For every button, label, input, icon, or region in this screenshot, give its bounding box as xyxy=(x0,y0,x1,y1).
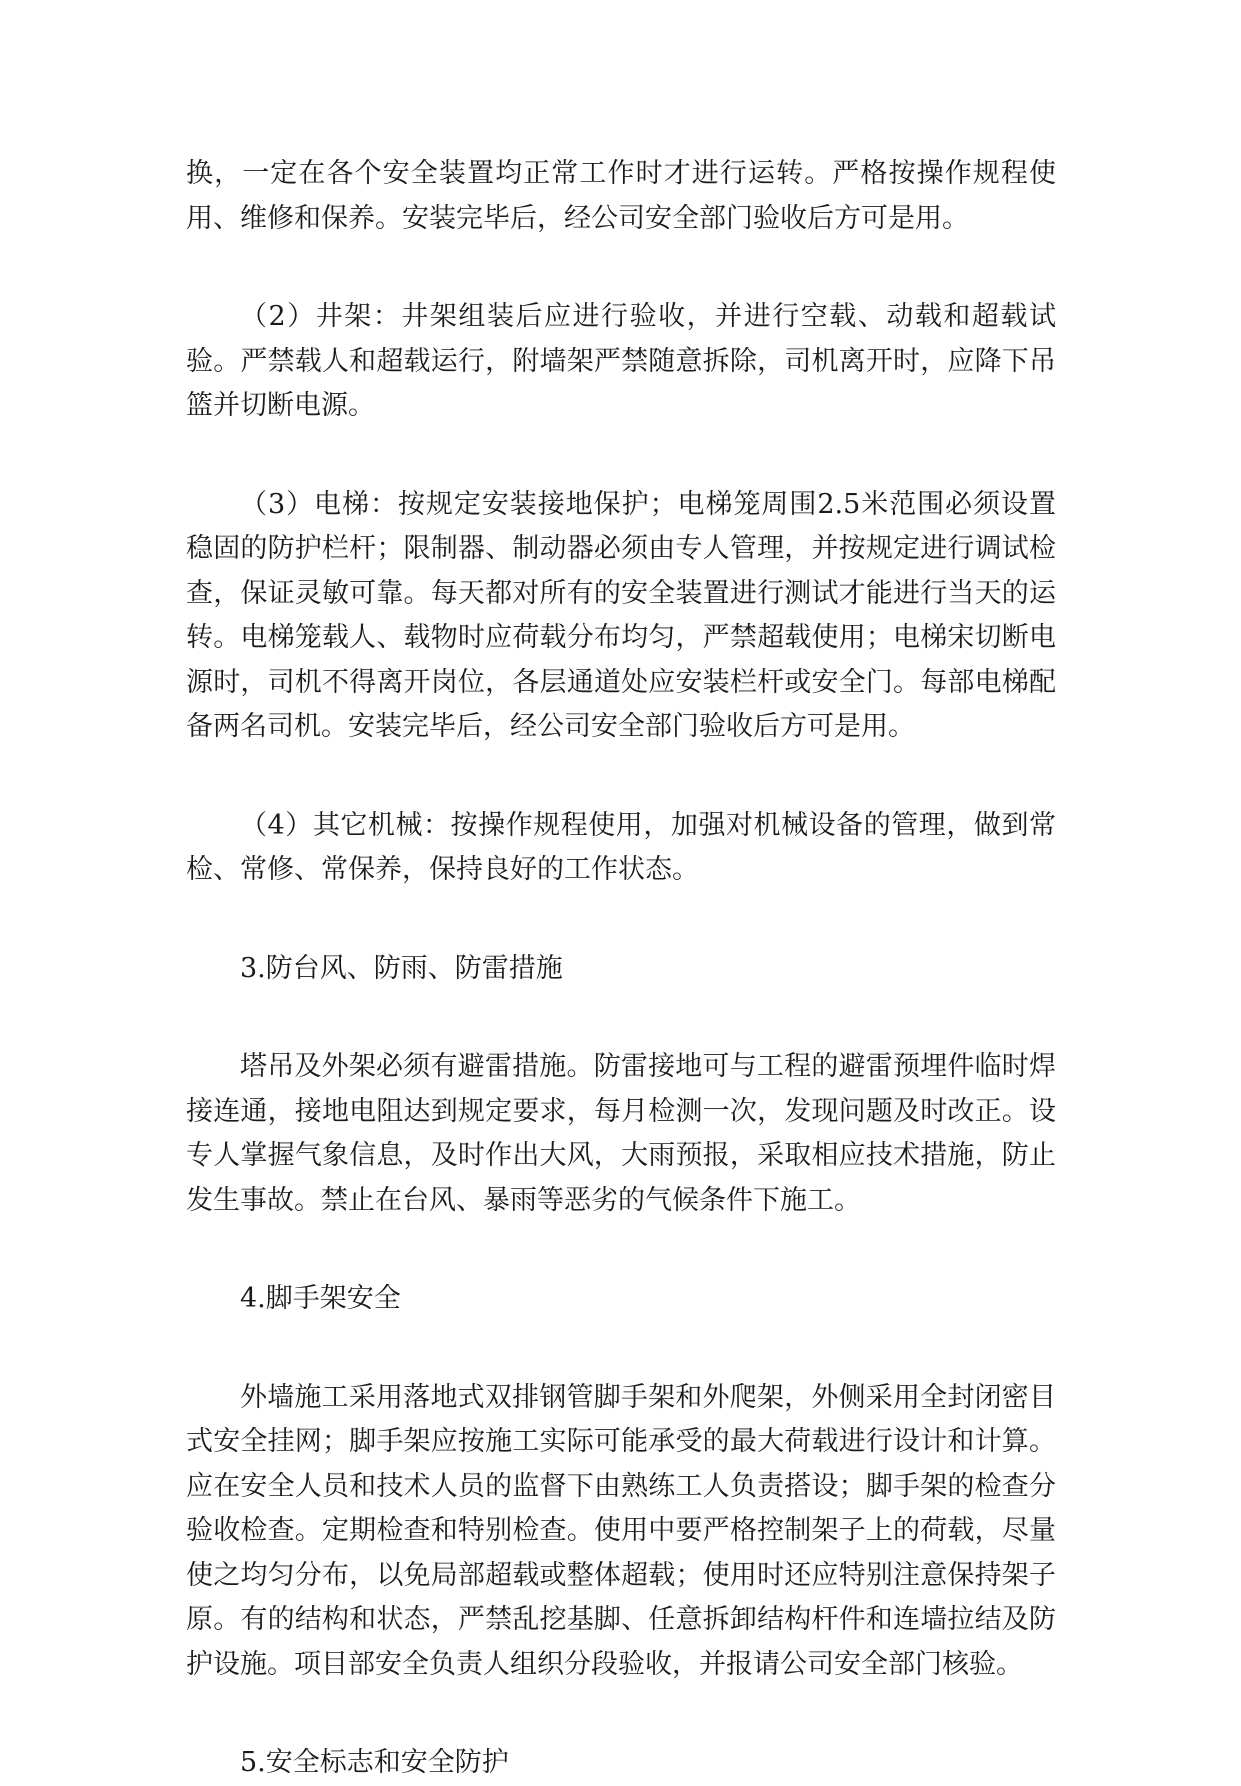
section-heading-scaffold-safety: 4.脚手架安全 xyxy=(240,1283,401,1314)
document-body xyxy=(186,152,1056,1786)
paragraph-derrick: （2）井架：井架组装后应进行验收，并进行空载、动载和超载试验。严禁载人和超载运行，附墙架严禁随意拆除，司机离开时，应降下吊篮并切断电源。 xyxy=(186,301,1056,421)
section-heading-typhoon-rain-lightning: 3.防台风、防雨、防雷措施 xyxy=(240,952,563,984)
paragraph-lightning-protection: 塔吊及外架必须有避雷措施。防雷接地可与工程的避雷预埋件临时焊接连通，接地电阻达到规定要求，每月检测一次，发现问题及时改正。设专人掌握气象信息，及时作出大风，大雨预报，采取相应技术措施，防止发生事故。禁止在台风、暴雨等恶劣的气候条件下施工。 xyxy=(186,1051,1056,1216)
paragraph-elevator: （3）电梯：按规定安装接地保护；电梯笼周围2.5米范围必须设置稳固的防护栏杆；限制器、制动器必须由专人管理，并按规定进行调试检查，保证灵敏可靠。每天都对所有的安全装置进行测试才能进行当天的运转。电梯笼载人、载物时应荷载分布均匀，严禁超载使用；电梯宋切断电源时，司机不得离开岗位，各层通道处应安装栏杆或安全门。每部电梯配备两名司机。安装完毕后，经公司安全部门验收后方可是用。 xyxy=(186,488,1056,742)
paragraph-scaffold: 外墙施工采用落地式双排钢管脚手架和外爬架，外侧采用全封闭密目式安全挂网；脚手架应按施工实际可能承受的最大荷载进行设计和计算。应在安全人员和技术人员的监督下由熟练工人负责搭设；脚手架的检查分验收检查。定期检查和特别检查。使用中要严格控制架子上的荷载，尽量使之均匀分布，以免局部超载或整体超载；使用时还应特别注意保持架子原。有的结构和状态，严禁乱挖基脚、任意拆卸结构杆件和连墙拉结及防护设施。项目部安全负责人组织分段验收，并报请公司安全部门核验。 xyxy=(186,1381,1056,1680)
paragraph-crane-continuation: 换，一定在各个安全装置均正常工作时才进行运转。严格按操作规程使用、维修和保养。安装完毕后，经公司安全部门验收后方可是用。 xyxy=(186,158,1056,234)
paragraph-other-machinery: （4）其它机械：按操作规程使用，加强对机械设备的管理，做到常检、常修、常保养，保持良好的工作状态。 xyxy=(186,809,1056,885)
section-heading-safety-signs: 5.安全标志和安全防护 xyxy=(240,1747,509,1778)
